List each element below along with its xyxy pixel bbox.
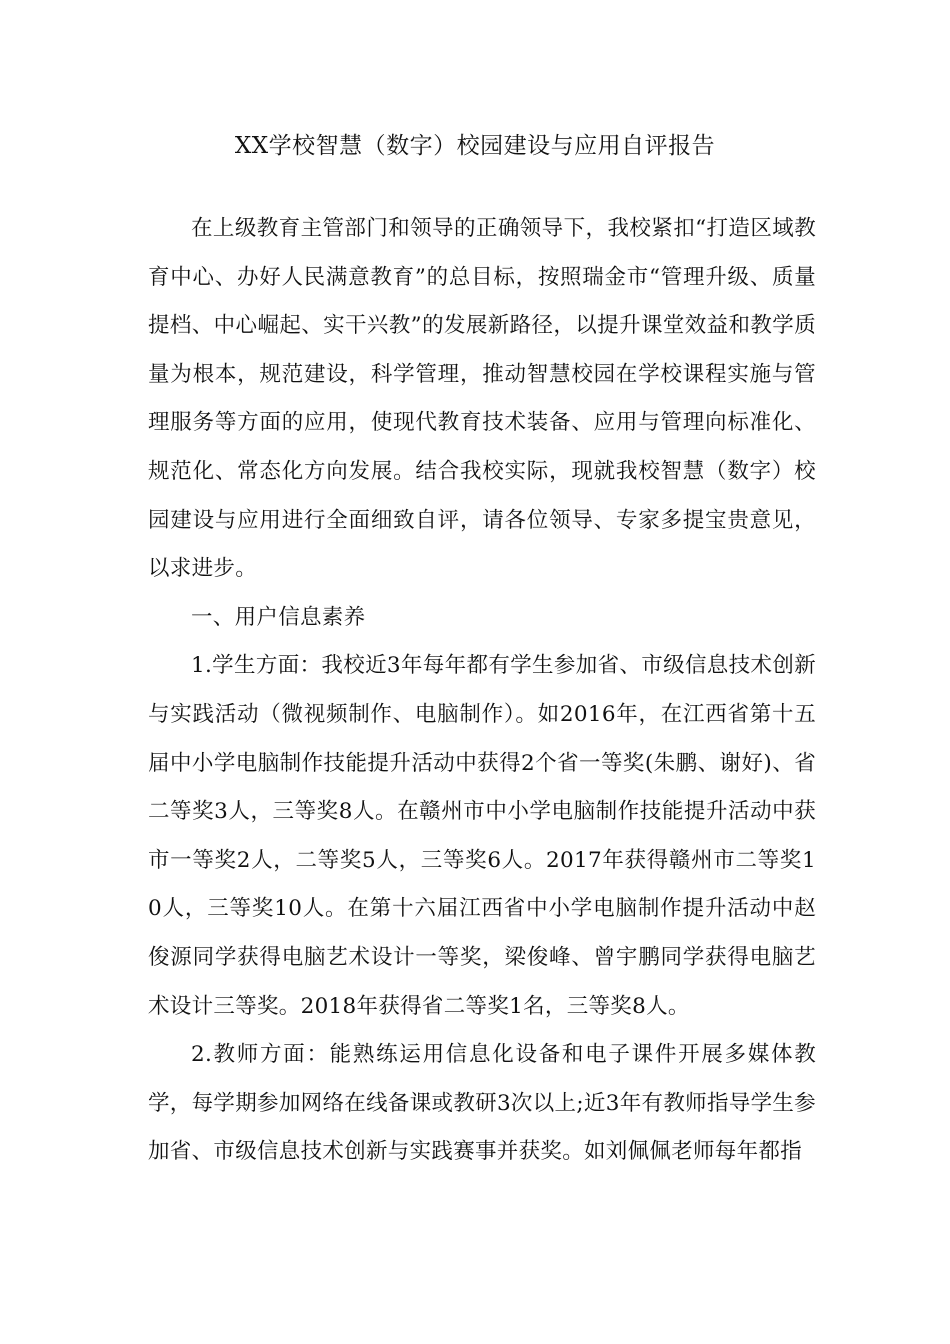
students-paragraph: 1.学生方面：我校近3年每年都有学生参加省、市级信息技术创新与实践活动（微视频制作、电脑制作）。如2016年，在江西省第十五届中小学电脑制作技能提升活动中获得2个省一等奖(朱鹏、谢好)、省二等奖3人，三等奖8人。在赣州市中小学电脑制作技能提升活动中获市一等奖2人，二等奖5人，三等奖6人。2017年获得赣州市二等奖10人，三等奖10人。在第十六届江西省中小学电脑制作提升活动中赵俊源同学获得电脑艺术设计一等奖，梁俊峰、曾宇鹏同学获得电脑艺术设计三等奖。2018年获得省二等奖1名，三等奖8人。 bbox=[148, 653, 816, 1019]
intro-paragraph: 在上级教育主管部门和领导的正确领导下，我校紧扣“打造区域教育中心、办好人民满意教育”的总目标，按照瑞金市“管理升级、质量提档、中心崛起、实干兴教”的发展新路径，以提升课堂效益和教学质量为根本，规范建设，科学管理，推动智慧校园在学校课程实施与管理服务等方面的应用，使现代教育技术装备、应用与管理向标准化、规范化、常态化方向发展。结合我校实际，现就我校智慧（数字）校园建设与应用进行全面细致自评，请各位领导、专家多提宝贵意见，以求进步。 bbox=[148, 216, 816, 582]
section-heading-user-info-literacy: 一、用户信息素养 bbox=[191, 604, 366, 630]
document-title: XX学校智慧（数字）校园建设与应用自评报告 bbox=[234, 133, 716, 159]
document-body bbox=[148, 205, 816, 1177]
teachers-paragraph: 2.教师方面：能熟练运用信息化设备和电子课件开展多媒体教学，每学期参加网络在线备课或教研3次以上;近3年有教师指导学生参加省、市级信息技术创新与实践赛事并获奖。如刘佩佩老师每年都指 bbox=[148, 1042, 816, 1165]
